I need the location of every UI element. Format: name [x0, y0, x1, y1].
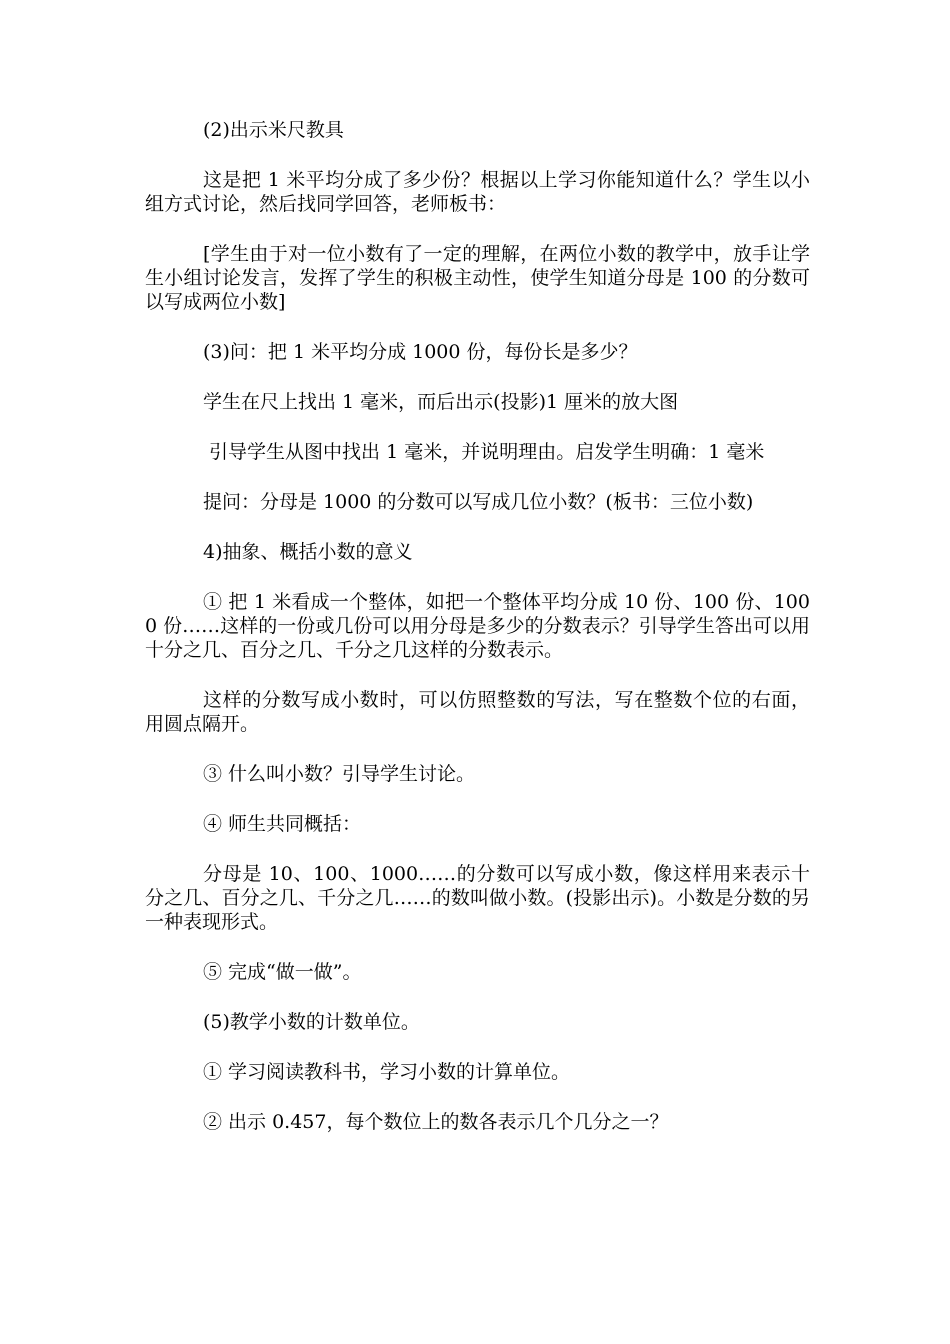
- paragraph-show-0457: ② 出示 0.457，每个数位上的数各表示几个几分之一？: [203, 1111, 669, 1133]
- paragraph-show-ruler: (2)出示米尺教具: [203, 119, 344, 141]
- paragraph-what-is-decimal: ③ 什么叫小数？引导学生讨论。: [203, 763, 476, 785]
- paragraph-whole-divided: ① 把 1 米看成一个整体，如把一个整体平均分成 10 份、100 份、1000 份……这样的一份或几份可以用分母是多少的分数表示？引导学生答出可以用十分之几、百分之几、千分之几这样的分数表示。: [145, 591, 810, 661]
- paragraph-question-1000-parts: (3)问：把 1 米平均分成 1000 份，每份长是多少？: [203, 341, 638, 363]
- document-page: [145, 118, 810, 1160]
- paragraph-do-exercise: ⑤ 完成“做一做”。: [203, 961, 362, 983]
- paragraph-teaching-note: [学生由于对一位小数有了一定的理解，在两位小数的教学中，放手让学生小组讨论发言，发挥了学生的积极主动性，使学生知道分母是 100 的分数可以写成两位小数]: [145, 243, 810, 313]
- paragraph-summarize: ④ 师生共同概括：: [203, 813, 362, 835]
- paragraph-meter-divided-question: 这是把 1 米平均分成了多少份？根据以上学习你能知道什么？学生以小组方式讨论，然后找同学回答，老师板书：: [145, 169, 810, 215]
- paragraph-find-millimeter: 学生在尺上找出 1 毫米，而后出示(投影)1 厘米的放大图: [203, 391, 679, 413]
- paragraph-abstract-meaning: 4)抽象、概括小数的意义: [203, 541, 413, 563]
- paragraph-counting-units: (5)教学小数的计数单位。: [203, 1011, 420, 1033]
- paragraph-definition: 分母是 10、100、1000……的分数可以写成小数，像这样用来表示十分之几、百分之几、千分之几……的数叫做小数。(投影出示)。小数是分数的另一种表现形式。: [145, 863, 810, 933]
- paragraph-guide-millimeter: 引导学生从图中找出 1 毫米，并说明理由。启发学生明确：1 毫米: [203, 441, 765, 463]
- paragraph-read-textbook: ① 学习阅读教科书，学习小数的计算单位。: [203, 1061, 571, 1083]
- paragraph-three-decimal-question: 提问：分母是 1000 的分数可以写成几位小数？(板书：三位小数): [203, 491, 754, 513]
- paragraph-writing-decimals: 这样的分数写成小数时，可以仿照整数的写法，写在整数个位的右面，用圆点隔开。: [145, 689, 810, 735]
